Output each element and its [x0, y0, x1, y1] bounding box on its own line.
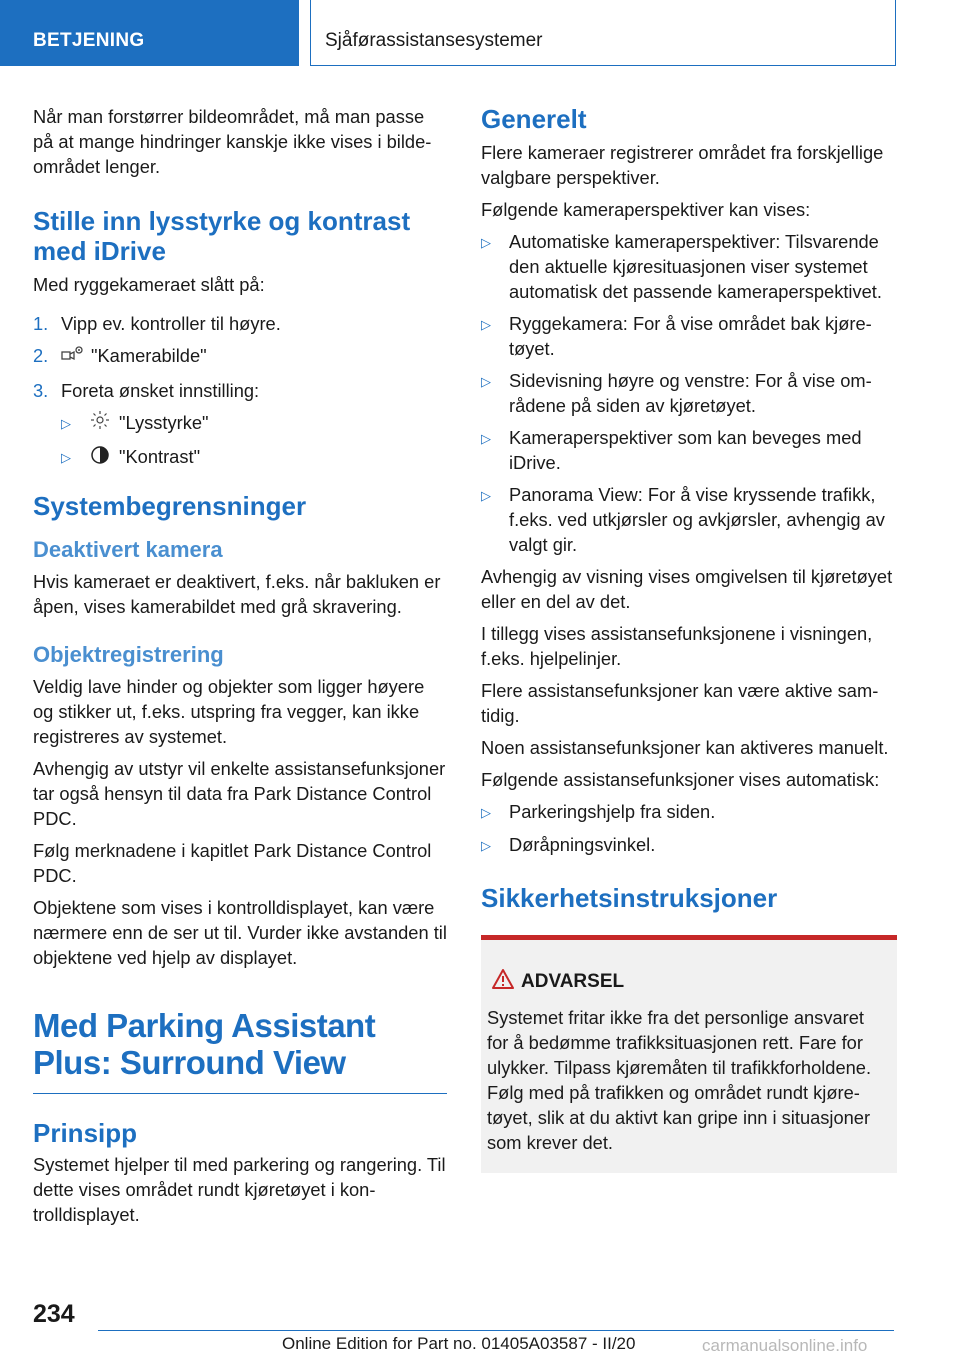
general-heading: Generelt — [481, 104, 587, 134]
step-number: 3. — [33, 379, 49, 401]
step-text: Vipp ev. kontroller til høyre. — [61, 313, 281, 334]
right-paragraph: Flere assistansefunksjoner kan være aktive samtidig. — [481, 680, 879, 726]
option-contrast — [61, 444, 447, 472]
general-paragraph: Følgende kameraperspektiver kan vises: — [481, 199, 811, 220]
option-brightness — [61, 410, 447, 438]
bullet-triangle-icon: ▷ — [481, 488, 491, 503]
step-text: Foreta ønsket innstilling: — [61, 379, 260, 401]
watermark: carmanualsonline.info — [702, 1336, 868, 1355]
step-2 — [33, 343, 447, 371]
step-1 — [33, 311, 447, 336]
auto-function-item: ▷ Døråpningsvinkel. — [481, 832, 897, 858]
bullet-triangle-icon: ▷ — [61, 450, 71, 466]
bullet-triangle-icon: ▷ — [481, 431, 491, 446]
brightness-heading: Stille inn lysstyrke og kontrast med iDrive — [33, 206, 411, 266]
option-text: "Lysstyrke" — [119, 411, 209, 433]
perspective-item: ▷ Automatiske kameraperspektiver: Tilsvarende den aktuelle kjøresituasjonen viser systemet automatisk det passende kameraperspektivet. — [481, 231, 882, 302]
footer-divider — [98, 1330, 894, 1331]
bullet-triangle-icon: ▷ — [481, 805, 491, 820]
intro-paragraph: Når man forstørrer bildeområdet, må man passe på at mange hindringer kanskje ikke vises i bildeområdet lenger. — [33, 106, 432, 177]
objreg-paragraph: Følg merknadene i kapitlet Park Distance Control PDC. — [33, 840, 432, 887]
deactivated-heading: Deaktivert kamera — [33, 537, 223, 563]
warning-triangle-icon — [491, 968, 521, 995]
general-paragraph: Flere kameraer registrerer området fra forskjellige valgbare perspektiver. — [481, 142, 884, 188]
right-paragraph: Avhengig av visning vises omgivelsen til kjøretøyet eller en del av det. — [481, 566, 893, 612]
page-number: 234 — [33, 1300, 75, 1328]
bullet-triangle-icon: ▷ — [481, 838, 491, 853]
right-paragraph: I tillegg vises assistansefunksjonene i visningen, f.eks. hjelpelinjer. — [481, 623, 873, 669]
step-text: "Kamerabilde" — [91, 345, 207, 366]
camera-settings-icon — [61, 344, 91, 371]
bullet-triangle-icon: ▷ — [481, 374, 491, 389]
objreg-paragraph: Objektene som vises i kontrolldisplayet, kan være nærmere enn de ser ut til. Vurder ikke avstanden til objektene ved hjelp av displayet. — [33, 897, 447, 969]
perspective-item: ▷ Kameraperspektiver som kan beveges med iDrive. — [481, 427, 862, 473]
step-number: 1. — [33, 313, 49, 334]
auto-function-item: ▷ Parkeringshjelp fra siden. — [481, 799, 897, 825]
page-header — [0, 0, 960, 68]
edition-text: Online Edition for Part no. 01405A03587 - II/20 — [282, 1334, 636, 1353]
right-paragraph: Noen assistansefunksjoner kan aktiveres manuelt. — [481, 737, 889, 758]
brightness-icon — [89, 410, 119, 437]
step-number: 2. — [33, 345, 49, 366]
objreg-heading: Objektregistrering — [33, 642, 224, 668]
principle-text: Systemet hjelper til med parkering og rangering. Til dette vises området rundt kjøretøyet i kontrolldisplayet. — [33, 1154, 446, 1226]
main-heading: Med Parking Assistant Plus: Surround View — [33, 1007, 376, 1082]
limits-heading: Systembegrensninger — [33, 491, 307, 522]
right-paragraph: Følgende assistansefunksjoner vises automatisk: — [481, 769, 880, 790]
deactivated-text: Hvis kameraet er deaktivert, f.eks. når bakluken er åpen, vises kamerabildet med grå skravering. — [33, 571, 441, 618]
bullet-triangle-icon: ▷ — [481, 317, 491, 332]
perspective-item: ▷ Panorama View: For å vise kryssende trafikk, f.eks. ved utkjørsler og avkjørsler, avhengig av valgt gir. — [481, 484, 885, 555]
chapter-title: Sjåførassistansesystemer — [310, 0, 896, 66]
option-text: "Kontrast" — [119, 446, 201, 468]
bullet-triangle-icon: ▷ — [61, 415, 71, 431]
safety-heading: Sikkerhetsinstruksjoner — [481, 883, 778, 913]
principle-heading: Prinsipp — [33, 1118, 138, 1149]
left-column — [33, 104, 447, 1234]
warning-text: Systemet fritar ikke fra det personlige ansvaret for å bedømme trafikksituasjonen rett. Fare for ulykker. Tilpass kjøremåten til trafikkforholdene. Følg med på trafikken og området rundt kjøretøyet, slik at du aktivt kan gripe inn i situasjoner som krever det. — [487, 1007, 872, 1153]
brightness-lead: Med ryggekameraet slått på: — [33, 274, 265, 295]
step-3 — [33, 378, 447, 403]
right-column — [481, 104, 897, 1173]
warning-box — [481, 935, 897, 1173]
objreg-paragraph: Avhengig av utstyr vil enkelte assistansefunksjoner tar også hensyn til data fra Park Distance Control PDC. — [33, 758, 446, 830]
perspective-item: ▷ Ryggekamera: For å vise området bak kjøretøyet. — [481, 313, 872, 359]
bullet-triangle-icon: ▷ — [481, 235, 491, 250]
objreg-paragraph: Veldig lave hinder og objekter som ligger høyere og stikker ut, f.eks. utspring fra vegger, kan ikke registreres av systemet. — [33, 676, 425, 748]
contrast-icon — [89, 445, 119, 472]
perspective-item: ▷ Sidevisning høyre og venstre: For å vise områdene på siden av kjøretøyet. — [481, 370, 872, 416]
section-tab: BETJENING — [0, 0, 299, 66]
warning-title: ADVARSEL — [487, 968, 889, 995]
